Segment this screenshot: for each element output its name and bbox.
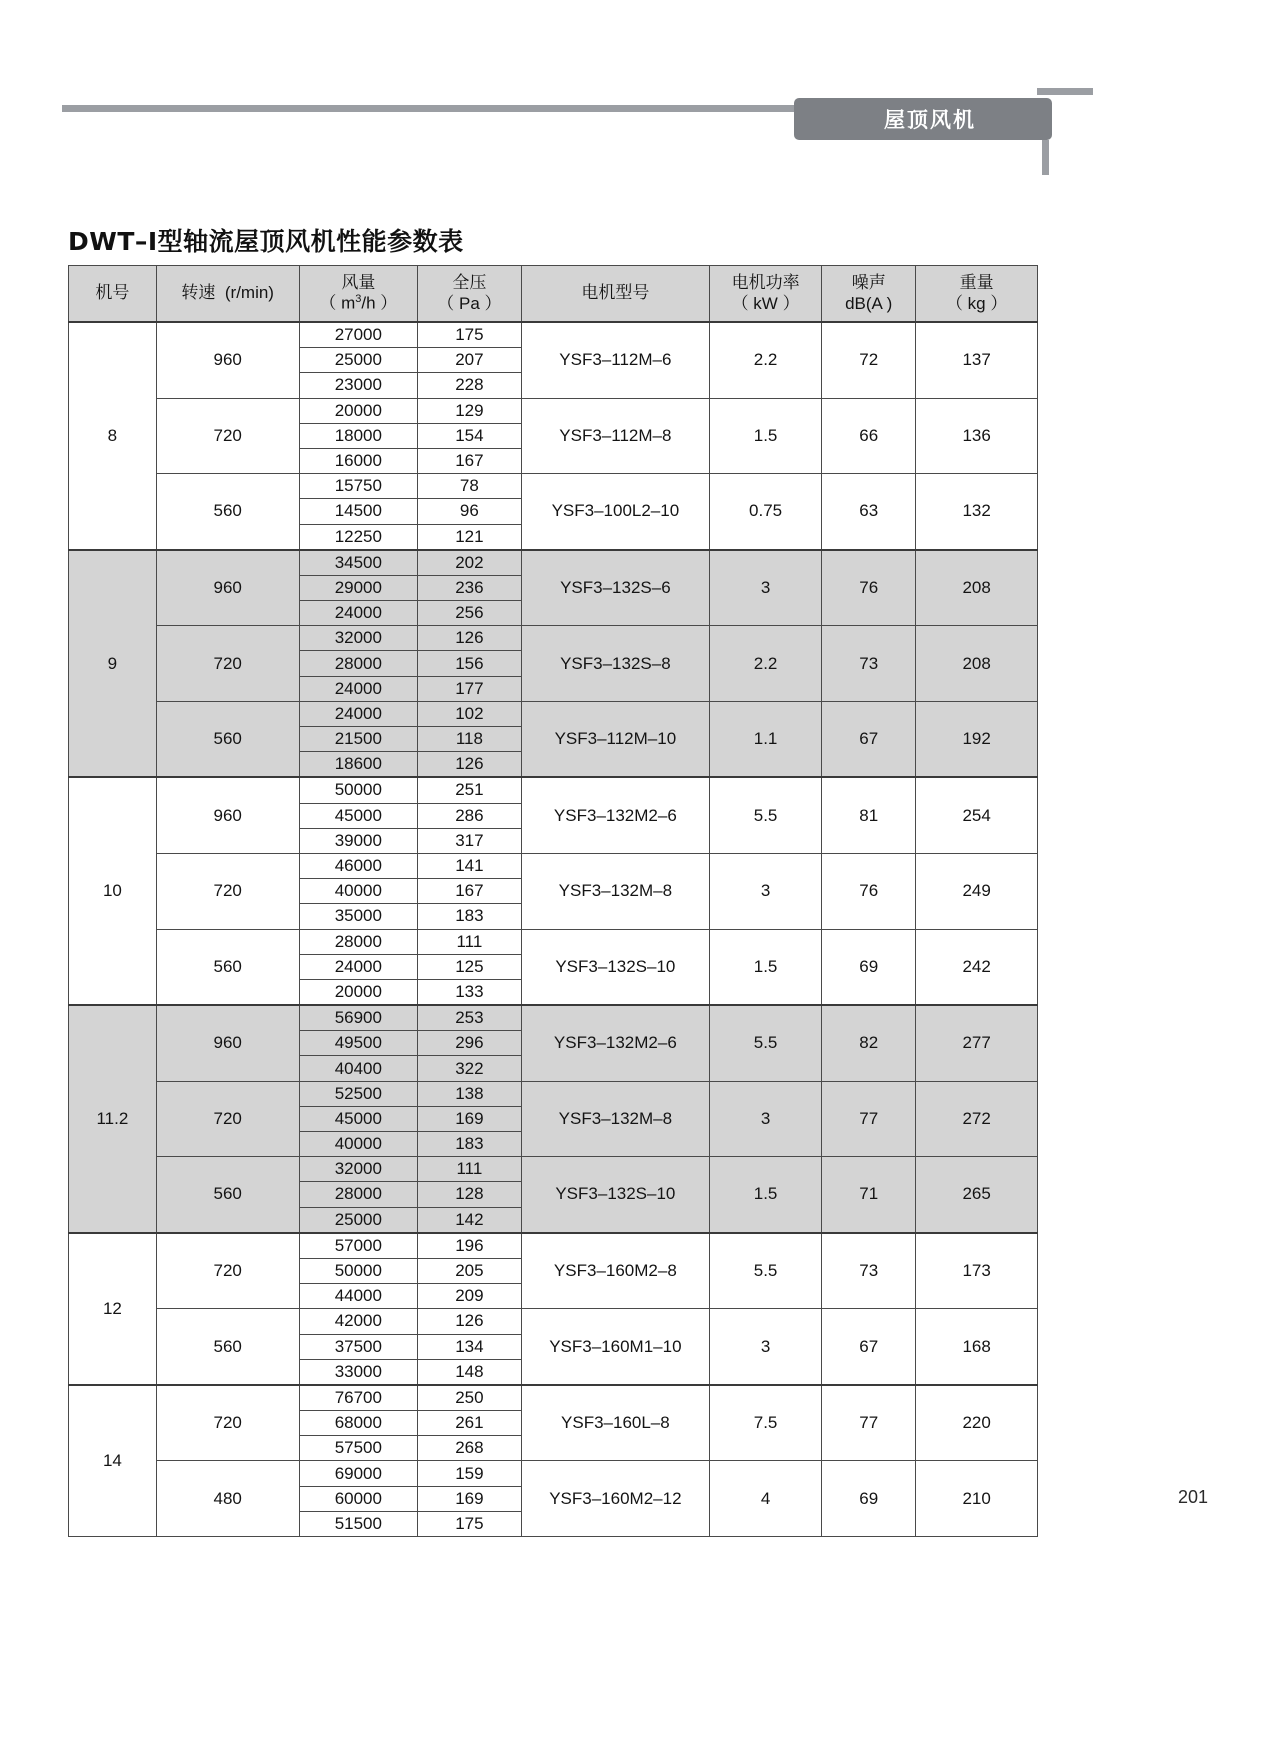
cell-pressure: 96: [418, 499, 522, 524]
cell-motor-power: 3: [710, 853, 822, 929]
cell-pressure: 169: [418, 1106, 522, 1131]
cell-weight: 173: [916, 1233, 1038, 1309]
cell-pressure: 126: [418, 752, 522, 778]
table-header-row: [69, 266, 1038, 323]
cell-motor-power: 5.5: [710, 1005, 822, 1081]
cell-pressure: 177: [418, 676, 522, 701]
cell-pressure: 167: [418, 879, 522, 904]
column-header-unit: dB(A ): [845, 293, 893, 313]
column-header-press: [418, 266, 522, 323]
cell-pressure: 78: [418, 474, 522, 499]
cell-pressure: 256: [418, 601, 522, 626]
cell-flow: 21500: [299, 727, 417, 752]
cell-speed: 720: [156, 626, 299, 702]
cell-flow: 42000: [299, 1309, 417, 1334]
cell-flow: 18600: [299, 752, 417, 778]
section-tab: [794, 98, 1052, 140]
cell-noise: 73: [822, 626, 916, 702]
cell-flow: 44000: [299, 1284, 417, 1309]
cell-flow: 28000: [299, 1182, 417, 1207]
table-row: [69, 1157, 1038, 1182]
cell-pressure: 126: [418, 1309, 522, 1334]
cell-speed: 720: [156, 398, 299, 474]
cell-flow: 25000: [299, 1207, 417, 1233]
page-number: 201: [1177, 1487, 1208, 1507]
cell-pressure: 207: [418, 348, 522, 373]
cell-weight: 242: [916, 929, 1038, 1005]
cell-machine-number: 14: [69, 1385, 157, 1537]
cell-flow: 14500: [299, 499, 417, 524]
cell-pressure: 156: [418, 651, 522, 676]
cell-motor-model: YSF3–132M2–6: [521, 777, 709, 853]
cell-pressure: 236: [418, 575, 522, 600]
cell-motor-power: 4: [710, 1461, 822, 1537]
cell-noise: 67: [822, 701, 916, 777]
cell-pressure: 121: [418, 524, 522, 550]
cell-pressure: 261: [418, 1411, 522, 1436]
table-header: [69, 266, 1038, 323]
cell-flow: 23000: [299, 373, 417, 398]
table-row: [69, 626, 1038, 651]
cell-motor-model: YSF3–112M–6: [521, 322, 709, 398]
cell-flow: 24000: [299, 601, 417, 626]
section-tab-label: 屋顶风机: [884, 108, 976, 132]
cell-weight: 168: [916, 1309, 1038, 1385]
table-row: [69, 1005, 1038, 1031]
cell-machine-number: 9: [69, 550, 157, 778]
cell-flow: 12250: [299, 524, 417, 550]
cell-pressure: 228: [418, 373, 522, 398]
cell-motor-power: 1.5: [710, 1157, 822, 1233]
header-vertical-accent-bar: [1042, 140, 1049, 175]
cell-speed: 960: [156, 1005, 299, 1081]
cell-flow: 56900: [299, 1005, 417, 1031]
table-row: [69, 1081, 1038, 1106]
cell-noise: 76: [822, 853, 916, 929]
cell-flow: 15750: [299, 474, 417, 499]
cell-weight: 265: [916, 1157, 1038, 1233]
cell-flow: 28000: [299, 929, 417, 954]
cell-flow: 51500: [299, 1511, 417, 1536]
cell-flow: 20000: [299, 398, 417, 423]
table-row: [69, 398, 1038, 423]
cell-motor-power: 3: [710, 1081, 822, 1157]
cell-pressure: 159: [418, 1461, 522, 1486]
cell-motor-model: YSF3–132S–10: [521, 929, 709, 1005]
cell-motor-model: YSF3–160M1–10: [521, 1309, 709, 1385]
cell-weight: 277: [916, 1005, 1038, 1081]
cell-motor-model: YSF3–160M2–12: [521, 1461, 709, 1537]
cell-speed: 960: [156, 322, 299, 398]
cell-flow: 34500: [299, 550, 417, 576]
column-header-label: 重量: [959, 273, 994, 293]
cell-flow: 57500: [299, 1436, 417, 1461]
cell-flow: 60000: [299, 1486, 417, 1511]
cell-motor-power: 2.2: [710, 626, 822, 702]
cell-noise: 69: [822, 929, 916, 1005]
cell-motor-power: 5.5: [710, 1233, 822, 1309]
cell-pressure: 268: [418, 1436, 522, 1461]
header-top-accent-bar: [1037, 88, 1093, 95]
column-header-power: [710, 266, 822, 323]
cell-noise: 72: [822, 322, 916, 398]
cell-flow: 49500: [299, 1031, 417, 1056]
cell-pressure: 202: [418, 550, 522, 576]
table-row: [69, 1309, 1038, 1334]
cell-flow: 16000: [299, 448, 417, 473]
table-row: [69, 474, 1038, 499]
cell-machine-number: 8: [69, 322, 157, 550]
cell-noise: 71: [822, 1157, 916, 1233]
cell-flow: 57000: [299, 1233, 417, 1259]
cell-noise: 82: [822, 1005, 916, 1081]
cell-pressure: 317: [418, 828, 522, 853]
cell-flow: 69000: [299, 1461, 417, 1486]
cell-weight: 210: [916, 1461, 1038, 1537]
column-header-unit: （ Pa ）: [437, 293, 502, 313]
cell-motor-power: 3: [710, 1309, 822, 1385]
cell-speed: 720: [156, 853, 299, 929]
cell-flow: 27000: [299, 322, 417, 348]
cell-motor-model: YSF3–132S–6: [521, 550, 709, 626]
cell-pressure: 125: [418, 954, 522, 979]
cell-motor-power: 1.5: [710, 929, 822, 1005]
cell-pressure: 111: [418, 929, 522, 954]
table-row: [69, 853, 1038, 878]
cell-motor-model: YSF3–112M–10: [521, 701, 709, 777]
column-header-flow: [299, 266, 417, 323]
table-row: [69, 550, 1038, 576]
column-header-jihao: [69, 266, 157, 323]
cell-motor-model: YSF3–132S–10: [521, 1157, 709, 1233]
column-header-label: 风量: [341, 273, 376, 293]
cell-flow: 40000: [299, 879, 417, 904]
column-header-label: 电机型号: [581, 283, 650, 303]
cell-flow: 25000: [299, 348, 417, 373]
cell-flow: 29000: [299, 575, 417, 600]
cell-flow: 35000: [299, 904, 417, 929]
column-header-label: 电机功率: [731, 273, 800, 293]
cell-noise: 76: [822, 550, 916, 626]
table-row: [69, 1233, 1038, 1259]
cell-motor-model: YSF3–112M–8: [521, 398, 709, 474]
cell-flow: 45000: [299, 803, 417, 828]
cell-pressure: 253: [418, 1005, 522, 1031]
column-header-label: 机号: [95, 283, 130, 303]
cell-motor-power: 0.75: [710, 474, 822, 550]
cell-pressure: 111: [418, 1157, 522, 1182]
cell-flow: 50000: [299, 777, 417, 803]
cell-motor-model: YSF3–132M–8: [521, 1081, 709, 1157]
cell-pressure: 196: [418, 1233, 522, 1259]
cell-speed: 720: [156, 1233, 299, 1309]
cell-motor-model: YSF3–160M2–8: [521, 1233, 709, 1309]
cell-speed: 720: [156, 1081, 299, 1157]
cell-flow: 18000: [299, 423, 417, 448]
cell-pressure: 148: [418, 1359, 522, 1385]
cell-motor-power: 2.2: [710, 322, 822, 398]
cell-weight: 132: [916, 474, 1038, 550]
column-header-unit: （ kW ）: [731, 293, 800, 313]
cell-weight: 137: [916, 322, 1038, 398]
cell-machine-number: 11.2: [69, 1005, 157, 1233]
cell-pressure: 138: [418, 1081, 522, 1106]
cell-pressure: 205: [418, 1258, 522, 1283]
column-header-label: 转速 (r/min): [181, 283, 274, 303]
cell-flow: 46000: [299, 853, 417, 878]
cell-flow: 33000: [299, 1359, 417, 1385]
cell-noise: 63: [822, 474, 916, 550]
cell-pressure: 175: [418, 1511, 522, 1536]
cell-noise: 73: [822, 1233, 916, 1309]
cell-pressure: 251: [418, 777, 522, 803]
cell-pressure: 134: [418, 1334, 522, 1359]
cell-pressure: 183: [418, 904, 522, 929]
column-header-unit: （ $m^3/h$ ）: [319, 293, 398, 313]
cell-motor-power: 7.5: [710, 1385, 822, 1461]
column-header-label: 全压: [452, 273, 487, 293]
cell-pressure: 167: [418, 448, 522, 473]
cell-motor-power: 1.1: [710, 701, 822, 777]
cell-noise: 81: [822, 777, 916, 853]
cell-pressure: 141: [418, 853, 522, 878]
cell-speed: 960: [156, 550, 299, 626]
cell-flow: 32000: [299, 1157, 417, 1182]
cell-noise: 66: [822, 398, 916, 474]
cell-motor-model: YSF3–100L2–10: [521, 474, 709, 550]
cell-pressure: 126: [418, 626, 522, 651]
cell-weight: 249: [916, 853, 1038, 929]
table-row: [69, 1385, 1038, 1411]
cell-motor-model: YSF3–132S–8: [521, 626, 709, 702]
table-body: [69, 322, 1038, 1537]
table-row: [69, 1461, 1038, 1486]
cell-motor-model: YSF3–160L–8: [521, 1385, 709, 1461]
table-row: [69, 701, 1038, 726]
cell-speed: 720: [156, 1385, 299, 1461]
cell-weight: 208: [916, 626, 1038, 702]
cell-flow: 20000: [299, 979, 417, 1005]
cell-speed: 560: [156, 701, 299, 777]
cell-motor-power: 5.5: [710, 777, 822, 853]
cell-pressure: 142: [418, 1207, 522, 1233]
cell-flow: 24000: [299, 701, 417, 726]
cell-motor-power: 1.5: [710, 398, 822, 474]
cell-noise: 77: [822, 1385, 916, 1461]
page-header: [0, 0, 1276, 200]
cell-motor-power: 3: [710, 550, 822, 626]
cell-pressure: 154: [418, 423, 522, 448]
cell-flow: 45000: [299, 1106, 417, 1131]
cell-flow: 24000: [299, 954, 417, 979]
cell-motor-model: YSF3–132M–8: [521, 853, 709, 929]
cell-flow: 32000: [299, 626, 417, 651]
column-header-label: 噪声: [851, 273, 886, 293]
cell-pressure: 118: [418, 727, 522, 752]
cell-weight: 208: [916, 550, 1038, 626]
cell-speed: 560: [156, 474, 299, 550]
cell-flow: 40400: [299, 1056, 417, 1081]
cell-speed: 560: [156, 1157, 299, 1233]
cell-pressure: 169: [418, 1486, 522, 1511]
table-row: [69, 322, 1038, 348]
column-header-speed: [156, 266, 299, 323]
column-header-unit: （ kg ）: [945, 293, 1008, 313]
cell-flow: 76700: [299, 1385, 417, 1411]
cell-pressure: 175: [418, 322, 522, 348]
cell-weight: 192: [916, 701, 1038, 777]
cell-pressure: 209: [418, 1284, 522, 1309]
cell-pressure: 322: [418, 1056, 522, 1081]
cell-motor-model: YSF3–132M2–6: [521, 1005, 709, 1081]
cell-speed: 480: [156, 1461, 299, 1537]
cell-noise: 77: [822, 1081, 916, 1157]
cell-machine-number: 12: [69, 1233, 157, 1385]
page-title: DWT–I型轴流屋顶风机性能参数表: [68, 227, 464, 256]
cell-weight: 136: [916, 398, 1038, 474]
cell-speed: 560: [156, 1309, 299, 1385]
column-header-weight: [916, 266, 1038, 323]
table-row: [69, 777, 1038, 803]
cell-pressure: 128: [418, 1182, 522, 1207]
cell-pressure: 129: [418, 398, 522, 423]
cell-flow: 24000: [299, 676, 417, 701]
cell-weight: 254: [916, 777, 1038, 853]
cell-flow: 28000: [299, 651, 417, 676]
cell-flow: 39000: [299, 828, 417, 853]
cell-flow: 68000: [299, 1411, 417, 1436]
cell-pressure: 286: [418, 803, 522, 828]
cell-pressure: 296: [418, 1031, 522, 1056]
cell-pressure: 133: [418, 979, 522, 1005]
cell-flow: 40000: [299, 1132, 417, 1157]
cell-flow: 37500: [299, 1334, 417, 1359]
cell-pressure: 102: [418, 701, 522, 726]
cell-pressure: 250: [418, 1385, 522, 1411]
cell-machine-number: 10: [69, 777, 157, 1005]
column-header-model: [521, 266, 709, 323]
cell-flow: 52500: [299, 1081, 417, 1106]
cell-speed: 960: [156, 777, 299, 853]
column-header-noise: [822, 266, 916, 323]
table-row: [69, 929, 1038, 954]
cell-flow: 50000: [299, 1258, 417, 1283]
cell-weight: 272: [916, 1081, 1038, 1157]
spec-table: [68, 265, 1038, 1537]
cell-speed: 560: [156, 929, 299, 1005]
cell-pressure: 183: [418, 1132, 522, 1157]
cell-noise: 67: [822, 1309, 916, 1385]
spec-table-container: [68, 265, 1038, 1537]
cell-noise: 69: [822, 1461, 916, 1537]
cell-weight: 220: [916, 1385, 1038, 1461]
